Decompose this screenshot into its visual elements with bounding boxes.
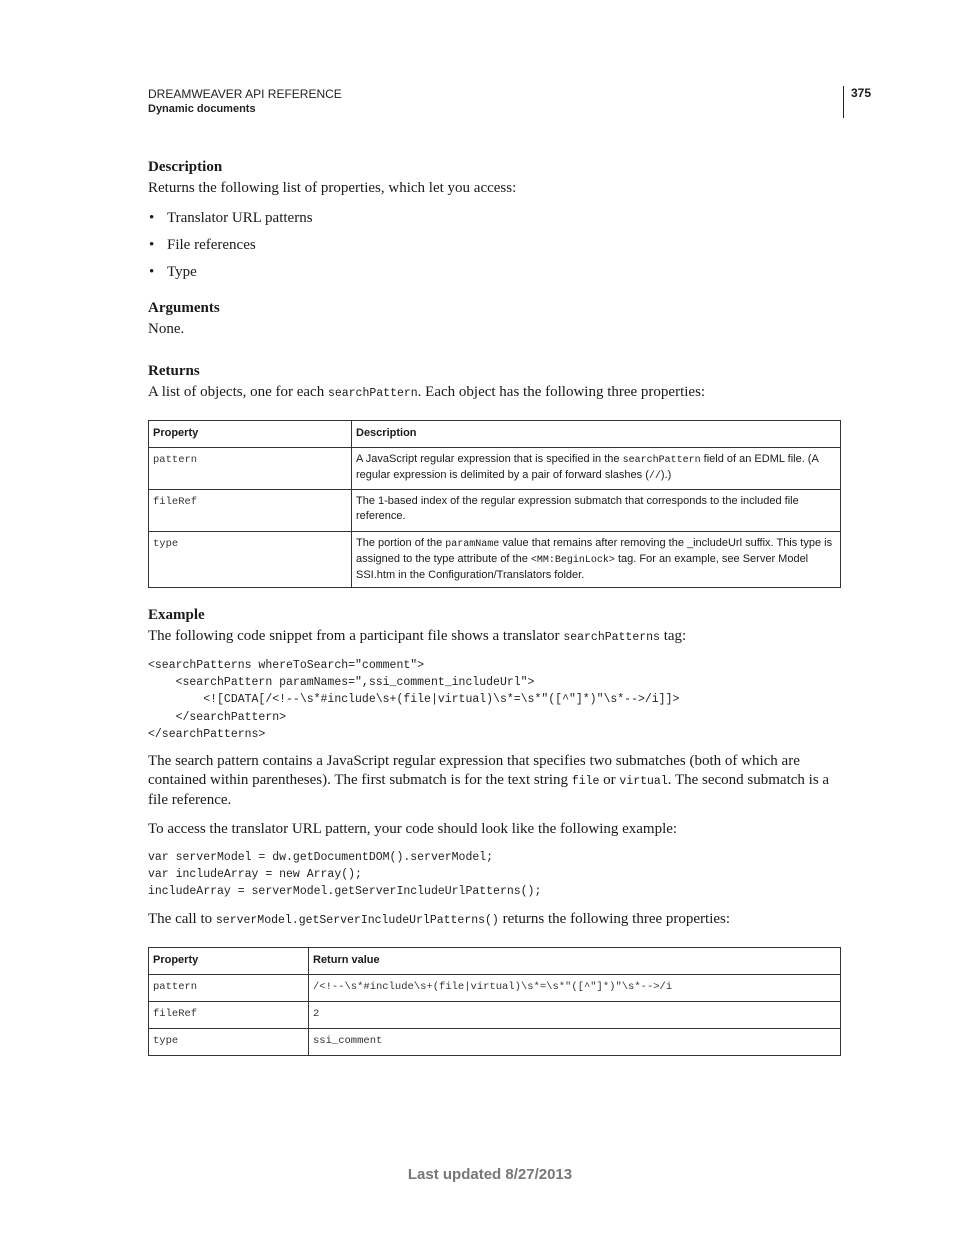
arguments-text: None. [148, 321, 185, 337]
table-row [149, 490, 841, 532]
table-header-row [149, 421, 841, 448]
description-cell [352, 448, 841, 490]
list-item: • Translator URL patterns [148, 209, 842, 228]
page-content [148, 158, 842, 1056]
property-cell: pattern [149, 974, 309, 1001]
column-header: Description [352, 421, 841, 448]
inline-code: searchPattern [622, 455, 701, 466]
inline-code: searchPatterns [563, 631, 660, 644]
properties-table [148, 420, 841, 588]
return-values-table [148, 947, 841, 1056]
running-header [148, 87, 342, 115]
value-cell: ssi_comment [309, 1028, 841, 1055]
property-cell: type [149, 532, 352, 588]
description-intro: Returns the following list of properties, which let you access: [148, 180, 517, 196]
column-header: Return value [309, 947, 841, 974]
property-cell: fileRef [149, 490, 352, 532]
table-row [149, 974, 841, 1001]
column-header: Property [149, 947, 309, 974]
example-heading: Example [148, 607, 205, 623]
inline-code: // [648, 471, 661, 482]
table-header-row [149, 947, 841, 974]
inline-code: searchPattern [327, 387, 418, 400]
table-row [149, 448, 841, 490]
paragraph-part: The search pattern contains a JavaScript regular expression that specifies two submatches (both of which are contained within parentheses). The first submatch is for the text string [148, 753, 800, 789]
cell-text: The portion of the [356, 537, 446, 549]
example-intro-part: The following code snippet from a participant file shows a translator [148, 628, 564, 644]
inline-code: file [571, 775, 600, 789]
cell-text: tag. For an example, see Server Model SSI.htm in the Configuration/Translators folder. [356, 553, 809, 581]
doc-title: DREAMWEAVER API REFERENCE [148, 87, 342, 101]
cell-text: value that remains after removing the _includeUrl suffix. This type is assigned to the type attribute of the [356, 537, 833, 565]
search-pattern-explanation [148, 752, 842, 810]
cell-text: A JavaScript regular expression that is specified in the [356, 453, 623, 465]
footer-last-updated: Last updated 8/27/2013 [407, 1166, 573, 1183]
description-cell [352, 532, 841, 588]
code-snippet-xml: <searchPatterns whereToSearch="comment"> <searchPattern paramNames=",ssi_comment_includeUrl"> <![CDATA[/<!--\s*#include\s+(file|virtual)\s*=\s*"([^"]*)"\s*-->/i]]> </searchPattern> </searchPatterns> [148, 659, 680, 741]
header-divider [843, 86, 844, 118]
inline-code: virtual [619, 775, 668, 789]
paragraph-part: returns the following three properties: [498, 910, 731, 927]
paragraph-part: or [599, 772, 620, 789]
table-row [149, 532, 841, 588]
property-cell: fileRef [149, 1001, 309, 1028]
list-item: • File references [148, 236, 842, 255]
property-cell: pattern [149, 448, 352, 490]
description-cell: The 1-based index of the regular expression submatch that corresponds to the included file reference. [352, 490, 841, 532]
example-intro-part: tag: [659, 628, 687, 644]
paragraph-part: The call to [148, 910, 216, 927]
code-snippet-js: var serverModel = dw.getDocumentDOM().serverModel; var includeArray = new Array(); includeArray = serverModel.getServerIncludeUrlPatterns(); [148, 851, 542, 899]
value-cell: /<!--\s*#include\s+(file|virtual)\s*=\s*"([^"]*)"\s*-->/i [309, 974, 841, 1001]
inline-code: serverModel.getServerIncludeUrlPatterns() [215, 913, 499, 927]
section-title: Dynamic documents [148, 103, 256, 115]
returns-text-part: . Each object has the following three properties: [417, 384, 706, 400]
page-number: 375 [851, 86, 872, 100]
returns-heading: Returns [148, 363, 200, 379]
value-cell: 2 [309, 1001, 841, 1028]
returns-text [148, 383, 842, 403]
property-cell: type [149, 1028, 309, 1055]
cell-text: ).) [660, 469, 672, 481]
call-paragraph [148, 910, 842, 930]
column-header: Property [149, 421, 352, 448]
example-intro [148, 627, 842, 647]
cell-text: field of an EDML file. (A regular expression is delimited by a pair of forward slashes ( [356, 453, 819, 481]
list-item: • Type [148, 263, 842, 282]
access-pattern-paragraph: To access the translator URL pattern, your code should look like the following example: [148, 821, 678, 838]
table-row [149, 1028, 841, 1055]
inline-code: paramName [445, 539, 500, 550]
paragraph-part: . The second submatch is a file reference. [148, 772, 830, 809]
description-heading: Description [148, 159, 223, 175]
arguments-heading: Arguments [148, 300, 220, 316]
table-row [149, 1001, 841, 1028]
description-list [148, 209, 842, 282]
returns-text-part: A list of objects, one for each [148, 384, 328, 400]
inline-code: <MM:BeginLock> [530, 555, 615, 566]
